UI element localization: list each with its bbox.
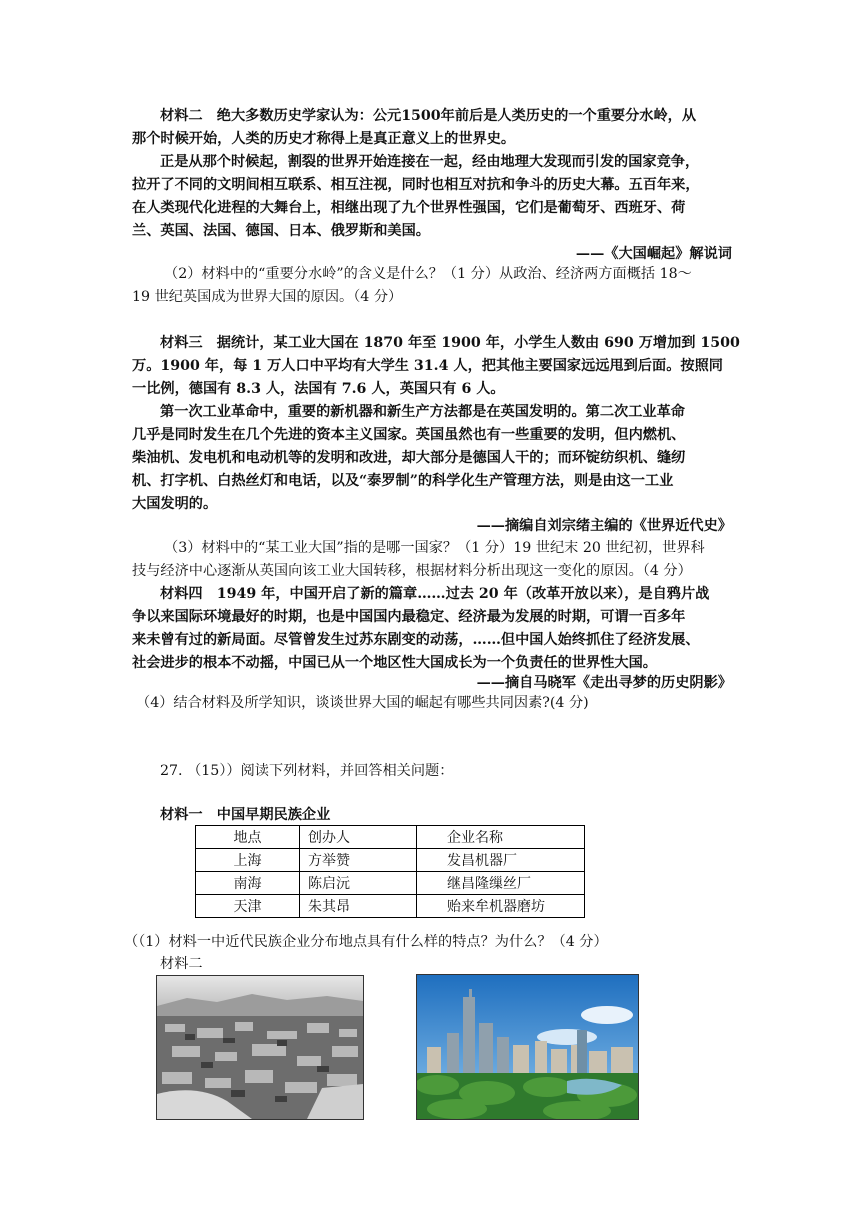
table-cell: 方举赞 xyxy=(300,849,417,872)
m2-line-6: 兰、英国、法国、德国、日本、俄罗斯和美国。 xyxy=(132,223,430,239)
table-header: 地点 xyxy=(196,826,300,849)
table-row xyxy=(196,895,585,918)
q3-line-2: 技与经济中心逐渐从英国向该工业大国转移，根据材料分析出现这一变化的原因。（4 分） xyxy=(132,563,692,579)
table-cell: 上海 xyxy=(196,849,300,872)
m3-line-6: 柴油机、发电机和电动机等的发明和改进，却大部分是德国人干的；而环锭纺织机、缝纫 xyxy=(132,450,686,466)
m2b-title: 材料二 xyxy=(160,956,203,972)
table-cell: 贻来牟机器磨坊 xyxy=(417,895,585,918)
q27-heading: 27. （15））阅读下列材料，并回答相关问题： xyxy=(160,763,454,779)
m2-line-4: 拉开了不同的文明间相互联系、相互注视，同时也相互对抗和争斗的历史大幕。五百年来， xyxy=(132,177,700,193)
q4: （4）结合材料及所学知识，谈谈世界大国的崛起有哪些共同因素?(4 分) xyxy=(136,695,589,711)
m4-line-2: 争以来国际环境最好的时期，也是中国国内最稳定、经济最为发展的时期，可谓一百多年 xyxy=(132,609,686,625)
table-header: 创办人 xyxy=(300,826,417,849)
m1-title: 材料一 中国早期民族企业 xyxy=(160,807,331,823)
m2-line-2: 那个时候开始，人类的历史才称得上是真正意义上的世界史。 xyxy=(132,131,516,147)
m3-line-8: 大国发明的。 xyxy=(132,496,218,512)
m4-line-4: 社会进步的根本不动摇，中国已从一个地区性大国成长为一个负责任的世界性大国。 xyxy=(132,655,657,671)
q3-line-1: （3）材料中的“某工业大国”指的是哪一国家？（1 分）19 世纪末 20 世纪初，世界科 xyxy=(164,540,705,556)
q27-1: （（1）材料一中近代民族企业分布地点具有什么样的特点？为什么？（4 分） xyxy=(124,934,608,950)
m4-line-3: 来未曾有过的新局面。尽管曾发生过苏东剧变的动荡，……但中国人始终抓住了经济发展、 xyxy=(132,632,700,648)
table-cell: 南海 xyxy=(196,872,300,895)
table-header-row xyxy=(196,826,585,849)
enterprise-table xyxy=(195,825,585,918)
table-cell: 继昌隆缫丝厂 xyxy=(417,872,585,895)
table-cell: 陈启沅 xyxy=(300,872,417,895)
table-cell: 天津 xyxy=(196,895,300,918)
table-row xyxy=(196,872,585,895)
modern-city-photo xyxy=(416,974,639,1120)
m4-source: ——摘自马晓军《走出寻梦的历史阴影》 xyxy=(476,675,732,691)
m2-line-1: 材料二 绝大多数历史学家认为：公元1500年前后是人类历史的一个重要分水岭，从 xyxy=(160,108,697,124)
m3-line-5: 几乎是同时发生在几个先进的资本主义国家。英国虽然也有一些重要的发明，但内燃机、 xyxy=(132,427,686,443)
q2-line-1: （2）材料中的“重要分水岭”的含义是什么？（1 分）从政治、经济两方面概括 18～ xyxy=(164,266,692,282)
m2-line-3: 正是从那个时候起，割裂的世界开始连接在一起，经由地理大发现而引发的国家竞争， xyxy=(160,154,700,170)
m3-line-4: 第一次工业革命中，重要的新机器和新生产方法都是在英国发明的。第二次工业革命 xyxy=(160,404,685,420)
m3-line-1: 材料三 据统计，某工业大国在 1870 年至 1900 年，小学生人数由 690 万增加到 1500 xyxy=(160,335,740,351)
m3-line-7: 机、打字机、白热丝灯和电话，以及“泰罗制”的科学化生产管理方法，则是由这一工业 xyxy=(132,473,674,489)
table-row xyxy=(196,849,585,872)
old-city-photo xyxy=(156,975,364,1120)
m3-line-2: 万。1900 年，每 1 万人口中平均有大学生 31.4 人，把其他主要国家远远甩到后面。按照同 xyxy=(132,358,723,374)
m3-source: ——摘编自刘宗绪主编的《世界近代史》 xyxy=(476,518,732,534)
m2-line-5: 在人类现代化进程的大舞台上，相继出现了九个世界性强国，它们是葡萄牙、西班牙、荷 xyxy=(132,200,686,216)
m3-line-3: 一比例，德国有 8.3 人，法国有 7.6 人，英国只有 6 人。 xyxy=(132,381,505,397)
m2-source: ——《大国崛起》解说词 xyxy=(575,246,732,262)
table-header: 企业名称 xyxy=(417,826,585,849)
table-cell: 朱其昂 xyxy=(300,895,417,918)
table-cell: 发昌机器厂 xyxy=(417,849,585,872)
q2-line-2: 19 世纪英国成为世界大国的原因。（4 分） xyxy=(132,289,403,305)
m4-line-1: 材料四 1949 年，中国开启了新的篇章……过去 20 年（改革开放以来），是自鸦片战 xyxy=(160,586,710,602)
